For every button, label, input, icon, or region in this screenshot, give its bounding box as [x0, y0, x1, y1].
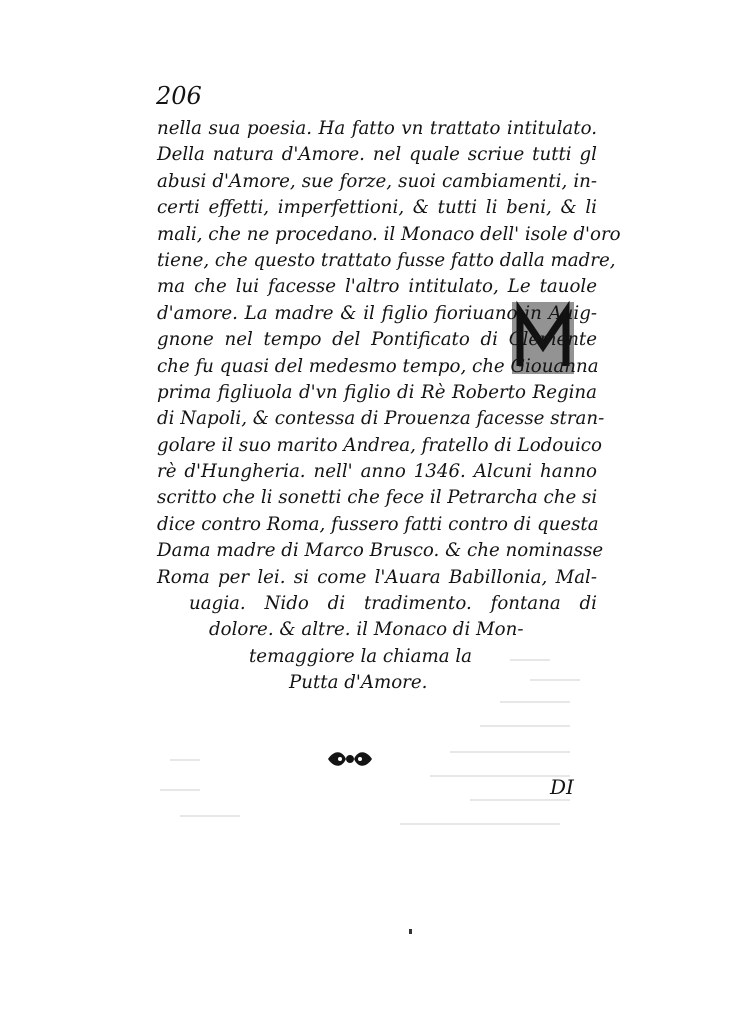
text-line: che fu quasi del medesmo tempo, che Giouanna	[157, 355, 599, 377]
text-line: d'amore. La madre & il figlio fioriuano in Auig-	[157, 302, 597, 324]
body-text	[157, 116, 621, 697]
text-line: Putta d'Amore.	[289, 672, 428, 694]
fleuron-ornament-icon	[324, 748, 376, 770]
text-line: ma che lui facesse l'altro intitulato, Le tauole	[157, 276, 597, 298]
text-line: Roma per lei. si come l'Auara Babillonia, Mal-	[157, 566, 597, 588]
text-line: temaggiore la chiama la	[249, 645, 472, 667]
text-line: Della natura d'Amore. nel quale scriue tutti gl	[157, 144, 597, 166]
catchword: DI	[550, 775, 574, 799]
text-line: rè d'Hungheria. nell' anno 1346. Alcuni hanno	[157, 461, 597, 483]
text-line: di Napoli, & contessa di Prouenza facesse stran-	[157, 408, 605, 430]
text-line: tiene, che questo trattato fusse fatto dalla madre,	[157, 249, 616, 271]
text-line: certi effetti, imperfettioni, & tutti li beni, & li	[157, 197, 597, 219]
text-line: gnone nel tempo del Pontificato di Clemente	[157, 329, 597, 351]
text-line: Dama madre di Marco Brusco. & che nominasse	[157, 540, 604, 562]
text-line: dolore. & altre. il Monaco di Mon-	[209, 619, 524, 641]
page-number: 206	[156, 82, 202, 110]
text-line: golare il suo marito Andrea, fratello di Lodouico	[157, 434, 602, 456]
text-line: uagia. Nido di tradimento. fontana di	[189, 593, 597, 615]
text-line: prima figliuola d'vn figlio di Rè Roberto Regina	[157, 381, 597, 403]
text-line: dice contro Roma, fussero fatti contro di questa	[157, 513, 599, 535]
text-line: scritto che li sonetti che fece il Petrarcha che si	[157, 487, 598, 509]
text-line: abusi d'Amore, sue forze, suoi cambiamenti, in-	[157, 170, 597, 192]
text-line: nella sua poesia. Ha fatto vn trattato intitulato.	[157, 118, 597, 139]
paper-mark	[409, 929, 412, 934]
text-line: mali, che ne procedano. il Monaco dell' isole d'oro	[157, 223, 621, 245]
